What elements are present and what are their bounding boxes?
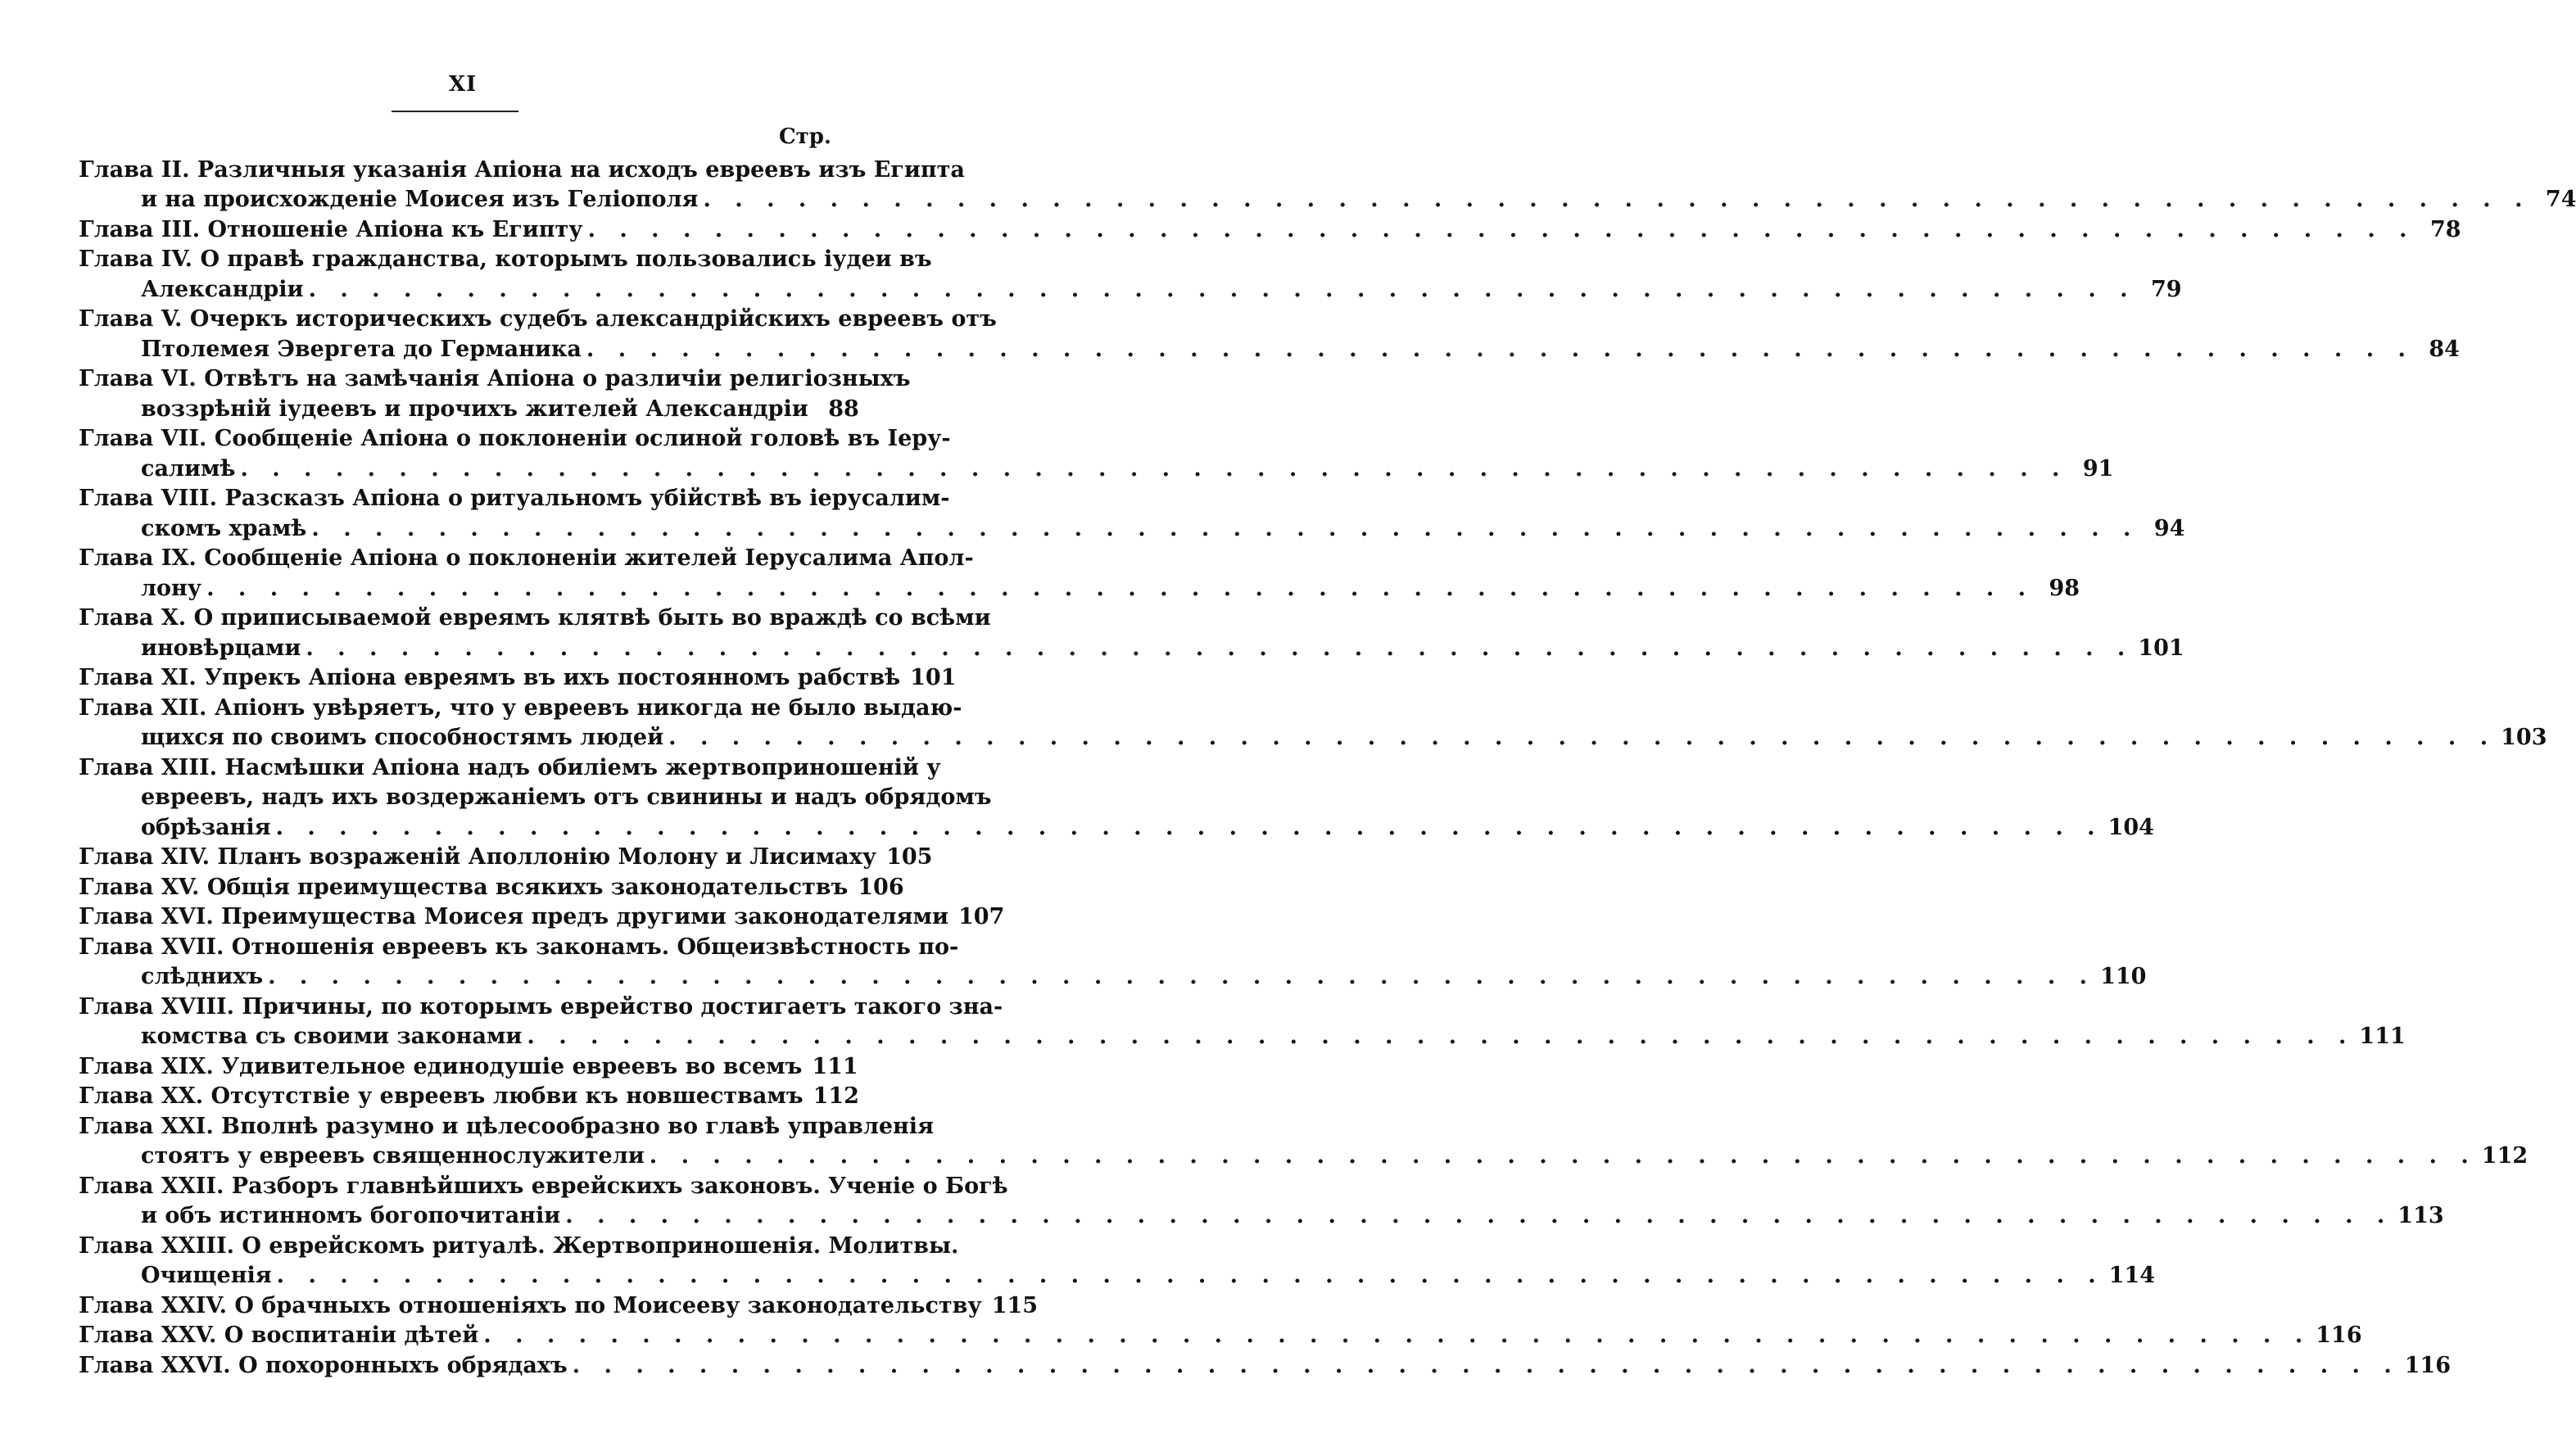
page-column-label: Стр.: [778, 124, 831, 149]
page-reference: 103: [2501, 725, 2547, 750]
chapter-label: Глава IV.: [79, 246, 201, 272]
toc-entry: [79, 1318, 2362, 1349]
chapter-title-text: Очищенія: [141, 1263, 272, 1288]
toc-entry-last-line: [79, 1288, 1039, 1318]
chapter-title-text: Отношенія евреевъ къ законамъ. Общеизвѣстность по-: [231, 934, 959, 960]
toc-entry: [79, 661, 957, 691]
page-reference: 74: [2545, 187, 2576, 212]
toc-entry-line: [79, 989, 1003, 1020]
toc-entry-last-line: [79, 870, 904, 900]
toc-entry: [79, 1169, 2444, 1228]
toc-entry-line: [79, 541, 974, 572]
chapter-label: Глава VI.: [79, 366, 205, 391]
chapter-label: Глава XXIV.: [79, 1292, 235, 1318]
header-rule: [392, 111, 518, 112]
toc-entry-line: [79, 1109, 935, 1139]
chapter-title-text: скомъ храмѣ: [141, 515, 307, 541]
chapter-title-text: Различныя указанія Апіона на исходъ евреевъ изъ Египта: [197, 156, 965, 183]
page-reference: 116: [2316, 1323, 2362, 1348]
toc-entry-line: [79, 422, 951, 452]
chapter-label: Глава III.: [79, 216, 208, 242]
chapter-title-text: Разборъ главнѣйшихъ еврейскихъ законовъ. Ученіе о Богѣ: [231, 1173, 1008, 1199]
chapter-label: Глава VII.: [79, 426, 215, 451]
toc-entry-last-line: [79, 810, 2154, 840]
chapter-title-text: воззрѣній іудеевъ и прочихъ жителей Александріи: [141, 396, 808, 422]
toc-entry-last-line: [79, 1318, 2362, 1349]
chapter-title-text: щихся по своимъ способностямъ людей: [141, 725, 664, 750]
page-reference: 110: [2100, 964, 2147, 989]
toc-entry-line: [79, 601, 991, 631]
dot-leader: . . . . . . . . . . . . . . . . . . . . . . . . . . . . . . . . . . . . . . . . . . . . . . . . . . . . . . . . . .: [275, 814, 2103, 840]
chapter-title-text: Очеркъ историческихъ судебъ александрійскихъ евреевъ отъ: [189, 306, 997, 332]
toc-entry-line: [79, 152, 965, 183]
chapter-title-text: обрѣзанія: [141, 814, 271, 840]
toc-entry-last-line: [79, 1020, 2406, 1050]
dot-leader: . . . . . . . . . . . . . . . . . . . . . . . . . . . . . . . . . . . . . . . . . . . . . . . . . . . . . . . . . .: [240, 455, 2068, 482]
toc-entry-last-line: [79, 511, 2185, 541]
toc-entry-last-line: [79, 332, 2460, 362]
chapter-title-text: лону: [141, 575, 202, 601]
chapter-title-text: и на происхожденіе Моисея изъ Геліополя: [141, 187, 699, 212]
chapter-label: Глава IX.: [79, 545, 205, 571]
dot-leader: . . . . . . . . . . . . . . . . . . . . . . . . . . . . . . . . . . . . . . . . . . . . . . . . . . . . . . . . . .: [268, 964, 2096, 989]
chapter-label: Глава XXII.: [79, 1173, 232, 1199]
chapter-title-text: О воспитаніи дѣтей: [224, 1323, 479, 1348]
page-reference: 101: [910, 665, 957, 690]
chapter-title-text: Насмѣшки Апіона надъ обиліемъ жертвоприношеній у: [224, 754, 941, 780]
chapter-title-text: Упрекъ Апіона евреямъ въ ихъ постоянномъ рабствѣ: [204, 665, 901, 690]
toc-entry-last-line: [79, 1348, 2452, 1378]
chapter-title-text: Александріи: [141, 276, 304, 302]
chapter-title-text: Причины, по которымъ еврейство достигаетъ такого зна-: [242, 993, 1003, 1020]
toc-entry-last-line: [79, 212, 2461, 242]
chapter-label: Глава XXI.: [79, 1113, 222, 1139]
page-reference: 111: [2359, 1024, 2406, 1049]
toc-entry-last-line: [79, 1199, 2444, 1229]
page-reference: 114: [2108, 1263, 2156, 1288]
toc-entry-last-line: [79, 900, 1005, 930]
dot-leader: . . . . . . . . . . . . . . . . . . . . . . . . . . . . . . . . . . . . . . . . . . . . . . . . . . . . . . . . . .: [565, 1203, 2393, 1228]
chapter-title-text: Отвѣтъ на замѣчанія Апіона о различіи религіозныхъ: [204, 366, 911, 391]
page-reference: 79: [2150, 276, 2182, 302]
chapter-label: Глава II.: [79, 156, 197, 183]
dot-leader: . . . . . . . . . . . . . . . . . . . . . . . . . . . . . . . . . . . . . . . . . . . . . . . . . . . . . . . . . .: [668, 725, 2497, 750]
chapter-title-text: Разсказъ Апіона о ритуальномъ убійствѣ въ іерусалим-: [224, 486, 950, 511]
chapter-title-text: стоятъ у евреевъ священнослужители: [141, 1143, 645, 1169]
chapter-title-text: евреевъ, надъ ихъ воздержаніемъ отъ свинины и надъ обрядомъ: [141, 785, 992, 810]
toc-entry: [79, 482, 2185, 541]
page-reference: 94: [2153, 515, 2185, 541]
toc-entry-last-line: [79, 571, 2080, 601]
chapter-label: Глава XXIII.: [79, 1232, 242, 1259]
chapter-label: Глава V.: [79, 306, 190, 332]
chapter-title-text: и объ истинномъ богопочитаніи: [141, 1203, 561, 1228]
dot-leader: . . . . . . . . . . . . . . . . . . . . . . . . . . . . . . . . . . . . . . . . . . . . . . . . . . . . . . . . . .: [483, 1323, 2311, 1348]
dot-leader: . . . . . . . . . . . . . . . . . . . . . . . . . . . . . . . . . . . . . . . . . . . . . . . . . . . . . . . . . .: [703, 187, 2531, 212]
toc-entry-line: [79, 1228, 959, 1259]
chapter-title-text: О правѣ гражданства, которымъ пользовались іудеи въ: [200, 246, 932, 272]
toc-entry-line: [79, 242, 932, 273]
chapter-label: Глава XI.: [79, 665, 205, 690]
toc-entry: [79, 1079, 859, 1110]
toc-entry: [79, 601, 2184, 661]
chapter-label: Глава XVII.: [79, 934, 232, 960]
page-reference: 106: [858, 874, 904, 900]
chapter-title-text: Преимущества Моисея предъ другими законодателями: [221, 904, 948, 929]
toc-entry: [79, 362, 911, 422]
toc-entry-last-line: [79, 1079, 859, 1110]
chapter-title-text: салимѣ: [141, 455, 236, 482]
dot-leader: . . . . . . . . . . . . . . . . . . . . . . . . . . . . . . . . . . . . . . . . . . . . . . . . . . . . . . . . . .: [586, 336, 2414, 362]
dot-leader: . . . . . . . . . . . . . . . . . . . . . . . . . . . . . . . . . . . . . . . . . . . . . . . . . . . . . . . . . .: [306, 635, 2134, 661]
page-reference: 112: [813, 1083, 859, 1109]
chapter-title-text: Отсутствіе у евреевъ любви къ новшествамъ: [211, 1083, 804, 1109]
chapter-title-text: комства съ своими законами: [141, 1024, 523, 1049]
chapter-title-text: Сообщеніе Апіона о поклоненіи ослиной головѣ въ Іеру-: [214, 426, 951, 451]
toc-entry-last-line: [79, 960, 2147, 990]
page-reference: 107: [958, 904, 1005, 929]
toc-entry: [79, 302, 2460, 362]
page-reference: 88: [828, 396, 859, 422]
toc-entry: [79, 1348, 2452, 1378]
page-reference: 105: [886, 844, 933, 870]
chapter-title-text: Планъ возраженій Аполлонію Молону и Лисимаху: [217, 844, 877, 870]
toc-entry: [79, 929, 2147, 989]
chapter-title-text: иновѣрцами: [141, 635, 301, 661]
dot-leader: . . . . . . . . . . . . . . . . . . . . . . . . . . . . . . . . . . . . . . . . . . . . . . . . . . . . . . . . . .: [572, 1352, 2400, 1378]
toc-entry-line: [79, 482, 950, 512]
chapter-title-text: Отношеніе Апіона къ Египту: [207, 216, 583, 242]
chapter-label: Глава XX.: [79, 1083, 211, 1109]
page-reference: 104: [2107, 814, 2154, 840]
chapter-title-text: О еврейскомъ ритуалѣ. Жертвоприношенія. Молитвы.: [242, 1232, 959, 1259]
toc-entry: [79, 1049, 858, 1079]
toc-entry-last-line: [79, 721, 2547, 751]
chapter-title-text: Апіонъ увѣряетъ, что у евреевъ никогда не было выдаю-: [214, 694, 962, 721]
toc-entry: [79, 541, 2080, 601]
chapter-label: Глава XV.: [79, 874, 207, 900]
dot-leader: . . . . . . . . . . . . . . . . . . . . . . . . . . . . . . . . . . . . . . . . . . . . . . . . . . . . . . . . . .: [311, 515, 2139, 541]
page-number: XI: [448, 72, 478, 97]
toc-entry-last-line: [79, 451, 2114, 482]
toc-entry: [79, 900, 1005, 930]
toc-entry: [79, 1288, 1039, 1318]
page-reference: 111: [812, 1053, 858, 1079]
page-reference: 112: [2481, 1143, 2528, 1169]
toc-entry: [79, 242, 2182, 302]
page-reference: 101: [2138, 635, 2184, 661]
chapter-title-text: Общія преимущества всякихъ законодательствъ: [206, 874, 849, 900]
page-reference: 91: [2082, 455, 2114, 482]
toc-entry-line: [79, 750, 941, 780]
toc-entry: [79, 212, 2461, 242]
toc-entry-line: [79, 302, 997, 332]
toc-entry-last-line: [79, 183, 2576, 213]
chapter-title-text: О приписываемой евреямъ клятвѣ быть во враждѣ со всѣми: [193, 605, 991, 631]
page-reference: 113: [2397, 1203, 2444, 1228]
chapter-title-text: Сообщеніе Апіона о поклоненіи жителей Іерусалима Апол-: [204, 545, 974, 571]
dot-leader: . . . . . . . . . . . . . . . . . . . . . . . . . . . . . . . . . . . . . . . . . . . . . . . . . . . . . . . . . .: [308, 276, 2136, 302]
page-reference: 84: [2429, 336, 2460, 362]
toc-entry: [79, 152, 2576, 212]
toc-entry-last-line: [79, 661, 957, 691]
toc-entry: [79, 1109, 2528, 1169]
toc-entry: [79, 422, 2114, 482]
page-reference: 98: [2049, 575, 2080, 601]
toc-entry-last-line: [79, 391, 859, 422]
chapter-label: Глава XIV.: [79, 844, 218, 870]
dot-leader: . . . . . . . . . . . . . . . . . . . . . . . . . . . . . . . . . . . . . . . . . . . . . . . . . . . . . . . . . .: [527, 1024, 2355, 1049]
chapter-label: Глава XXVI.: [79, 1352, 239, 1378]
chapter-title-text: О похоронныхъ обрядахъ: [238, 1352, 568, 1378]
chapter-label: Глава XIII.: [79, 754, 225, 780]
chapter-title-text: слѣднихъ: [141, 964, 264, 989]
toc-entry: [79, 870, 904, 900]
dot-leader: . . . . . . . . . . . . . . . . . . . . . . . . . . . . . . . . . . . . . . . . . . . . . . . . . . . . . . . . . .: [649, 1143, 2477, 1169]
toc-entry-last-line: [79, 840, 933, 871]
toc-entry: [79, 989, 2406, 1049]
toc-entry: [79, 1228, 2156, 1288]
page-reference: 78: [2429, 216, 2461, 242]
toc-entry-last-line: [79, 272, 2182, 302]
table-of-contents: [79, 152, 2576, 1378]
toc-entry-last-line: [79, 1139, 2528, 1169]
chapter-label: Глава VIII.: [79, 486, 225, 511]
dot-leader: . . . . . . . . . . . . . . . . . . . . . . . . . . . . . . . . . . . . . . . . . . . . . . . . . . . . . . . . . .: [587, 216, 2415, 242]
chapter-label: Глава X.: [79, 605, 194, 631]
page-reference: 116: [2404, 1352, 2452, 1378]
dot-leader: . . . . . . . . . . . . . . . . . . . . . . . . . . . . . . . . . . . . . . . . . . . . . . . . . . . . . . . . . .: [276, 1263, 2104, 1288]
page-reference: 115: [991, 1292, 1039, 1318]
toc-entry-last-line: [79, 631, 2184, 661]
toc-entry-last-line: [79, 1259, 2156, 1289]
chapter-title-text: Удивительное единодушіе евреевъ во всемъ: [221, 1053, 803, 1079]
chapter-title-text: О брачныхъ отношеніяхъ по Моисееву законодательству: [234, 1292, 982, 1318]
toc-entry-line: [79, 1169, 1008, 1199]
toc-entry-last-line: [79, 1049, 858, 1079]
chapter-label: Глава XXV.: [79, 1323, 224, 1348]
toc-entry-line: [79, 929, 959, 960]
chapter-title-text: Птолемея Эвергета до Германика: [141, 336, 582, 362]
chapter-title-text: Вполнѣ разумно и цѣлесообразно во главѣ управленія: [221, 1113, 935, 1139]
dot-leader: . . . . . . . . . . . . . . . . . . . . . . . . . . . . . . . . . . . . . . . . . . . . . . . . . . . . . . . . . .: [206, 575, 2035, 601]
chapter-label: Глава XII.: [79, 694, 215, 721]
chapter-label: Глава XVI.: [79, 904, 222, 929]
toc-entry: [79, 690, 2547, 750]
toc-entry-line: [79, 362, 911, 392]
toc-entry-line: [79, 780, 992, 811]
chapter-label: Глава XVIII.: [79, 993, 242, 1020]
toc-entry: [79, 750, 2154, 840]
toc-entry: [79, 840, 933, 871]
toc-entry-line: [79, 690, 962, 721]
chapter-label: Глава XIX.: [79, 1053, 222, 1079]
